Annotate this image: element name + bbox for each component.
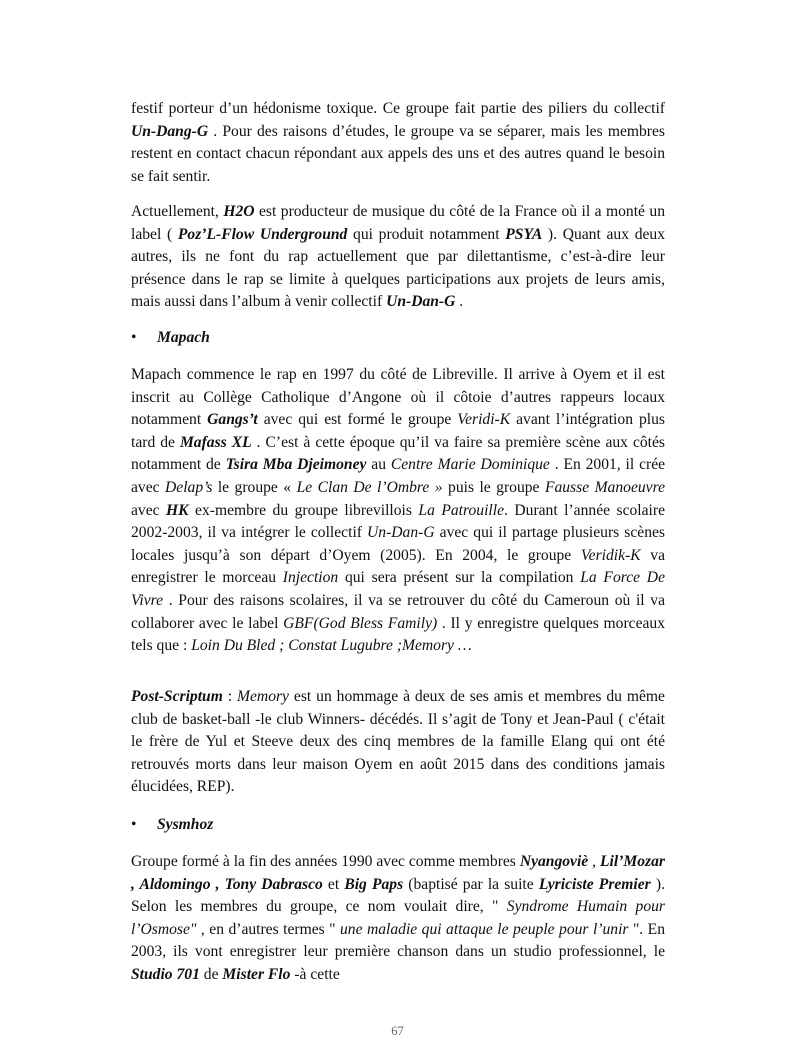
emphasis-name: H2O — [223, 203, 255, 220]
text-span: . Il y enregistre quelques morceaux tels que : — [131, 614, 666, 655]
emphasis-name: Lyriciste Premier — [538, 875, 651, 893]
emphasis-name: Big Paps — [344, 875, 404, 893]
paragraph-h2o — [131, 201, 665, 314]
text-span: va enregistrer le morceau — [131, 546, 665, 587]
text-span: au — [366, 456, 391, 474]
italic-name: Veridik-K — [580, 546, 641, 564]
emphasis-name: Mafass XL — [179, 433, 252, 451]
paragraph-mapach — [131, 364, 665, 658]
bullet-icon: • — [131, 329, 137, 346]
emphasis-name: Studio 701 — [131, 965, 200, 983]
text-span: Groupe formé à la fin des années 1990 avec comme membres — [131, 853, 520, 870]
italic-name: Injection — [282, 569, 339, 587]
italic-name: Delap’s — [165, 478, 213, 496]
heading-text: Mapach — [157, 329, 210, 346]
text-span: qui sera présent sur la compilation — [338, 569, 581, 587]
emphasis-name: PSYA — [505, 225, 543, 243]
emphasis-name: Nyangoviè — [519, 853, 589, 870]
emphasis-name: Mister Flo — [222, 965, 291, 983]
text-span: Mapach commence le rap en 1997 du côté de Libreville. Il arrive à Oyem et il est inscrit au Collège Catholique d’Angone où il côtoie d’autres rappeurs locaux notamment — [131, 366, 665, 429]
emphasis-name: Lil’Mozar , Aldomingo , Tony Dabrasco — [131, 853, 665, 893]
text-span: . En 2001, il crée avec — [131, 456, 666, 496]
heading-text: Sysmhoz — [157, 816, 214, 833]
text-span: . Pour des raisons scolaires, il va se retrouver du côté du Cameroun où il va collaborer avec le label — [131, 591, 665, 632]
italic-name: une maladie qui attaque le peuple pour l’unir — [340, 920, 629, 938]
italic-name: Loin Du Bled ; Constat Lugubre ;Memory … — [191, 637, 472, 655]
emphasis-name: HK — [166, 501, 189, 519]
text-span: ). Selon les membres du groupe, ce nom voulait dire, " — [131, 875, 665, 916]
italic-name: La Patrouille — [418, 501, 505, 519]
text-span: avec — [131, 501, 167, 519]
italic-name: Un-Dan-G — [367, 524, 435, 542]
paragraph-sysmhoz — [131, 851, 665, 987]
text-span: avant l’intégration plus tard de — [131, 411, 665, 451]
text-span: , en d’autres termes " — [196, 920, 340, 938]
italic-name: Centre Marie Dominique — [390, 456, 550, 474]
text-span: : — [222, 688, 238, 705]
paragraph-post-scriptum — [131, 686, 665, 799]
italic-name: Veridi-K — [457, 411, 511, 429]
text-span: . C’est à cette époque qu’il va faire sa première scène aux côtés notamment de — [131, 433, 665, 474]
text-span: avec qui il partage plusieurs scènes locales jusqu’à son départ d’Oyem (2005). En 2004, le groupe — [131, 524, 665, 564]
italic-name: Memory — [237, 688, 289, 705]
text-span: . Pour des raisons d’études, le groupe va se séparer, mais les membres restent en contact chacun répondant aux appels des uns et des autres quand le besoin se fait sentir. — [131, 122, 665, 185]
italic-name: Fausse Manoeuvre — [544, 478, 666, 496]
text-span: est un hommage à deux de ses amis et membres du même club de basket-ball -le club Winners- décédés. Il s’agit de Tony et Jean-Paul ( c'était le frère de Yul et Steeve deux des cinq membres de la famille Elang qui ont été retrouvés morts dans leur maison Oyem en août 2015 dans des conditions jamais élucidées, REP). — [131, 688, 665, 796]
italic-name: GBF(God Bless Family) — [283, 614, 438, 632]
text-span: ). Quant aux deux autres, ils ne font du rap actuellement que par dilettantisme, c’est-à-dire leur présence dans le rap se limite à quelques participations aux projets de leurs amis, mais aussi dans l’album à venir collectif — [131, 225, 666, 311]
text-span: ". En 2003, ils vont enregistrer leur première chanson dans un studio professionnel, le — [131, 920, 665, 961]
italic-name: La Force De Vivre — [131, 569, 665, 609]
text-span: et — [322, 875, 345, 893]
emphasis-name: Gangs’t — [207, 411, 258, 429]
text-span: -à cette — [290, 965, 340, 983]
section-heading-sysmhoz — [131, 814, 665, 837]
emphasis-name: Un-Dan-G — [386, 293, 456, 311]
text-span: , — [588, 853, 601, 870]
page-number: 67 — [391, 1024, 404, 1038]
text-span: de — [199, 965, 223, 983]
paragraph-undangg — [131, 98, 665, 188]
text-span: le groupe « — [212, 478, 297, 496]
text-span: Actuellement, — [131, 203, 224, 220]
text-span: (baptisé par la suite — [403, 875, 539, 893]
italic-name: Le Clan De l’Ombre » — [296, 478, 443, 496]
italic-name: Syndrome Humain pour l’Osmose" — [131, 898, 665, 938]
text-span: avec qui est formé le groupe — [257, 411, 458, 429]
bullet-icon: • — [131, 816, 137, 833]
section-heading-mapach — [131, 327, 665, 350]
text-span: puis le groupe — [442, 478, 545, 496]
text-span: est producteur de musique du côté de la France où il a monté un label ( — [131, 203, 665, 243]
emphasis-name: Un-Dang-G — [131, 122, 209, 140]
text-span: ex-membre du groupe librevillois — [188, 501, 419, 519]
emphasis-name: Post-Scriptum — [131, 688, 223, 705]
text-span: . — [455, 293, 464, 311]
text-span: festif porteur d’un hédonisme toxique. Ce groupe fait partie des piliers du collectif — [131, 100, 665, 117]
emphasis-name: Tsira Mba Djeimoney — [225, 456, 367, 474]
text-span: qui produit notamment — [347, 225, 506, 243]
text-span: . Durant l’année scolaire 2002-2003, il va intégrer le collectif — [131, 501, 666, 542]
emphasis-name: Poz’L-Flow Underground — [177, 225, 348, 243]
